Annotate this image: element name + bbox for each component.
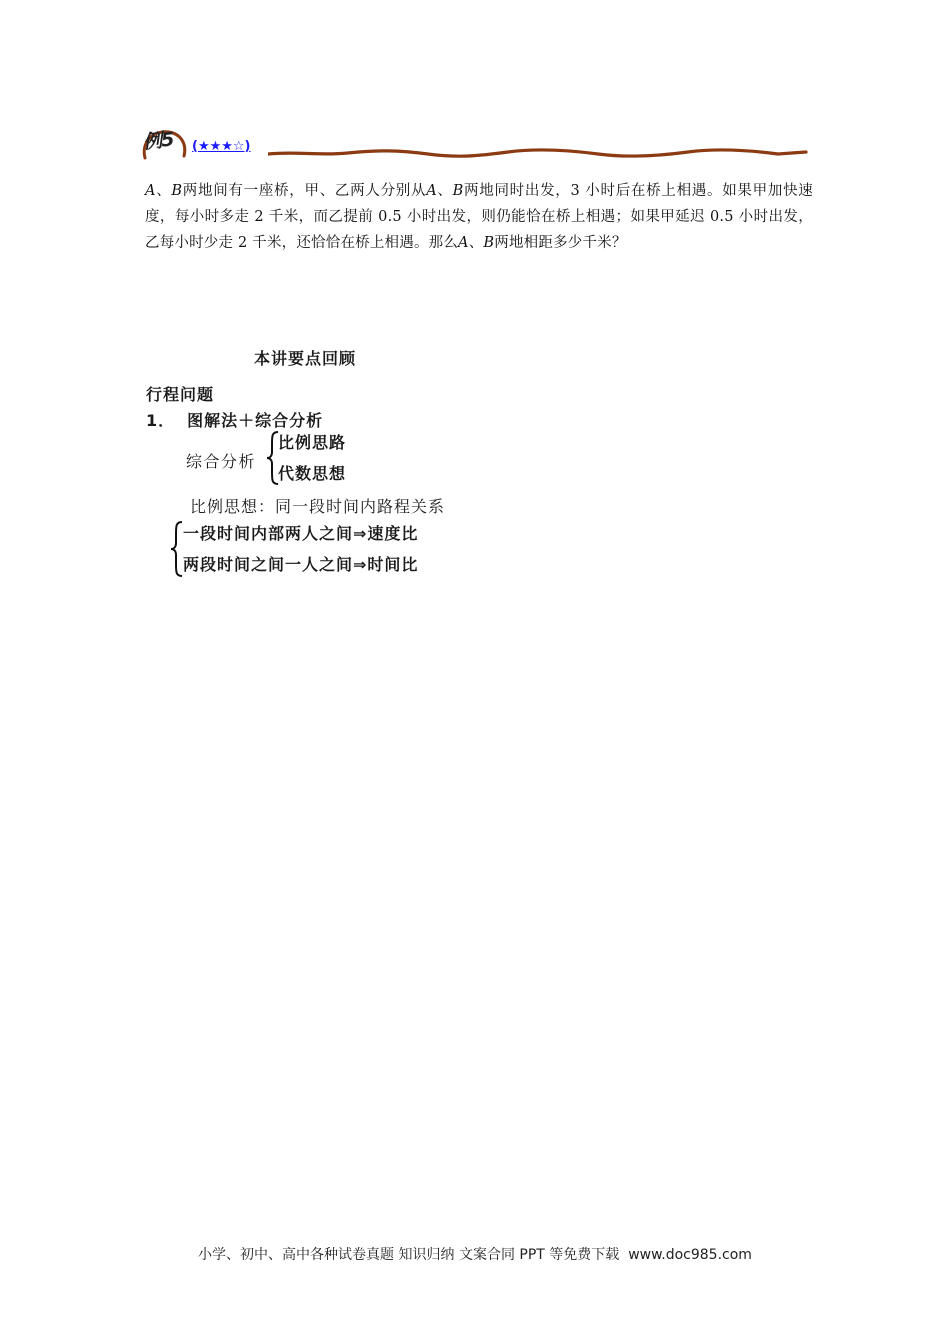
example-header	[143, 126, 808, 166]
problem-text: A、B两地间有一座桥，甲、乙两人分别从A、B两地同时出发，3 小时后在桥上相遇。如果甲加快速度，每小时多走 2 千米，而乙提前 0.5 小时出发，则仍能恰在桥上相遇；如果甲延迟 0.5 小时出发，乙每小时少走 2 千米，还恰恰在桥上相遇。那么A、B两地相距多少千米？	[145, 183, 813, 251]
relation-time-ratio: 两段时间之间一人之间⇒时间比	[183, 555, 419, 574]
footer-text: 小学、初中、高中各种试卷真题 知识归纳 文案合同 PPT 等免费下载	[198, 1247, 620, 1263]
method-number: 1．	[146, 411, 176, 430]
topic-title: 行程问题	[146, 385, 215, 404]
review-title: 本讲要点回顾	[254, 349, 357, 368]
page-footer	[0, 1244, 950, 1264]
branch-algebra-thinking: 代数思想	[278, 464, 347, 483]
analysis-label: 综合分析	[186, 452, 257, 471]
method-line	[146, 408, 323, 431]
branch-ratio-thinking: 比例思路	[278, 433, 347, 452]
left-brace-icon	[170, 520, 184, 578]
difficulty-rating: (★★★☆)	[192, 139, 251, 154]
relation-speed-ratio: 一段时间内部两人之间⇒速度比	[183, 524, 419, 543]
footer-site: www.doc985.com	[628, 1247, 752, 1263]
ratio-heading: 比例思想：同一段时间内路程关系	[190, 497, 446, 516]
method-text: 图解法＋综合分析	[187, 411, 324, 430]
header-rule	[268, 146, 808, 160]
example-number-badge: 例5	[142, 128, 175, 154]
